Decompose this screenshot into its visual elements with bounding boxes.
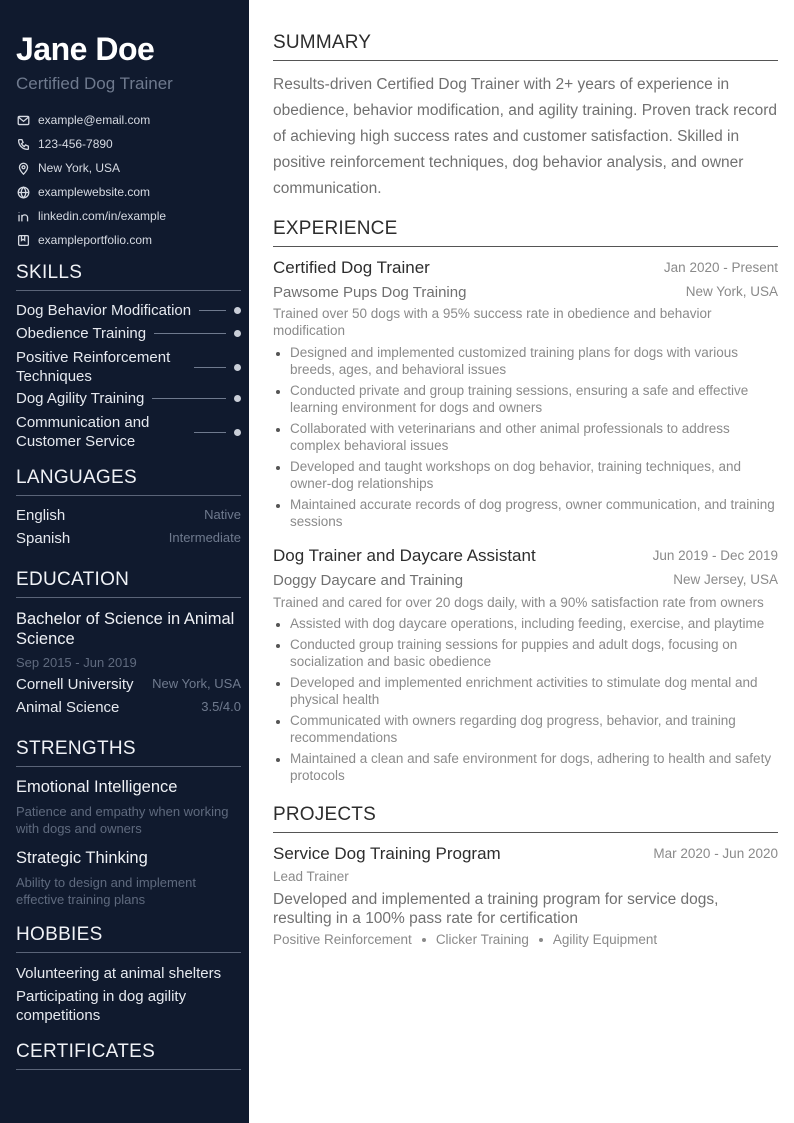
contact-email[interactable] [16, 108, 241, 132]
job-title: Certified Dog Trainer [273, 258, 430, 277]
job-bullets [273, 615, 778, 788]
job-location: New York, USA [685, 284, 778, 299]
job-summary: Trained and cared for over 20 dogs daily, with a 90% satisfaction rate from owners [273, 595, 764, 610]
job-location: New Jersey, USA [673, 572, 778, 587]
skill-item [16, 413, 241, 451]
job-bullet: Developed and implemented enrichment activities to stimulate dog mental and physical health [273, 674, 778, 708]
contact-portfolio[interactable] [16, 228, 241, 252]
contact-website[interactable] [16, 180, 241, 204]
languages-heading: LANGUAGES [16, 467, 241, 496]
sidebar [0, 0, 249, 1123]
candidate-name: Jane Doe [16, 31, 155, 67]
contact-location [16, 156, 241, 180]
language-name: Spanish [16, 530, 71, 547]
job-dates: Jun 2019 - Dec 2019 [652, 548, 778, 563]
certificates-heading: CERTIFICATES [16, 1041, 241, 1070]
skill-label: Dog Agility Training [16, 390, 145, 407]
skill-item [16, 348, 241, 386]
hobby-item: Volunteering at animal shelters [16, 965, 222, 982]
experience-heading: EXPERIENCE [273, 218, 778, 247]
portfolio-icon [16, 233, 30, 247]
skill-dot [234, 330, 241, 337]
language-item [16, 530, 241, 547]
phone-icon [16, 137, 30, 151]
summary-text: Results-driven Certified Dog Trainer with 2+ years of experience in obedience, behavior modification, and agility training. Proven track record of achieving high success rates and customer satisfaction. Skilled in positive reinforcement techniques, dog behavior analysis, and owner communication. [273, 76, 778, 197]
strength-desc: Ability to design and implement effective training plans [16, 875, 196, 907]
skill-label: Obedience Training [16, 325, 147, 342]
project-role: Lead Trainer [273, 869, 349, 884]
contact-text: example@email.com [38, 113, 151, 127]
job-company: Doggy Daycare and Training [273, 572, 464, 589]
education-field: Animal Science [16, 699, 120, 716]
job-bullet: Maintained a clean and safe environment for dogs, adhering to health and safety protocols [273, 750, 778, 784]
project-tag: Agility Equipment [552, 932, 658, 947]
projects-heading: PROJECTS [273, 804, 778, 833]
strength-title: Strategic Thinking [16, 849, 148, 867]
job-bullet: Designed and implemented customized training plans for dogs with various breeds, ages, and behavioral issues [273, 344, 778, 378]
contact-phone[interactable] [16, 132, 241, 156]
hobbies-heading: HOBBIES [16, 924, 241, 953]
globe-icon [16, 185, 30, 199]
contact-text: examplewebsite.com [38, 185, 151, 199]
project-dates: Mar 2020 - Jun 2020 [653, 846, 778, 861]
job-summary: Trained over 50 dogs with a 95% success rate in obedience and behavior modification [273, 306, 712, 338]
project-tag: Clicker Training [435, 932, 529, 947]
skill-item [16, 390, 241, 407]
summary-heading: SUMMARY [273, 32, 778, 61]
project-tags [273, 932, 657, 947]
education-field-row [16, 699, 241, 716]
contact-linkedin[interactable] [16, 204, 241, 228]
job-title: Dog Trainer and Daycare Assistant [273, 546, 536, 565]
contact-text: New York, USA [38, 161, 121, 175]
education-gpa: 3.5/4.0 [201, 699, 241, 714]
strength-desc: Patience and empathy when working with dogs and owners [16, 804, 229, 836]
contact-text: exampleportfolio.com [38, 233, 153, 247]
linkedin-icon [16, 209, 30, 223]
job-company: Pawsome Pups Dog Training [273, 284, 467, 301]
job-bullet: Conducted private and group training sessions, ensuring a safe and effective learning environment for dogs and owners [273, 382, 778, 416]
job-dates: Jan 2020 - Present [663, 260, 778, 275]
mail-icon [16, 113, 30, 127]
job-bullet: Collaborated with veterinarians and other animal professionals to address complex behavioral issues [273, 420, 778, 454]
strengths-heading: STRENGTHS [16, 738, 241, 767]
education-dates: Sep 2015 - Jun 2019 [16, 655, 137, 670]
skills-heading: SKILLS [16, 262, 241, 291]
job-bullet: Communicated with owners regarding dog progress, behavior, and training recommendations [273, 712, 778, 746]
education-location: New York, USA [152, 676, 241, 691]
language-level: Native [204, 507, 241, 522]
project-tag: Positive Reinforcement [273, 932, 412, 947]
language-name: English [16, 507, 66, 524]
education-school-row [16, 676, 241, 693]
job-bullet: Assisted with dog daycare operations, including feeding, exercise, and playtime [273, 615, 778, 632]
education-heading: EDUCATION [16, 569, 241, 598]
skill-dot [234, 364, 241, 371]
contact-list [16, 108, 241, 252]
job-bullet: Maintained accurate records of dog progress, owner communication, and training sessions [273, 496, 778, 530]
location-pin-icon [16, 161, 30, 175]
skill-label: Positive Reinforcement Techniques [16, 349, 171, 385]
candidate-role: Certified Dog Trainer [16, 74, 173, 93]
skill-item [16, 302, 241, 319]
hobby-item: Participating in dog agility competitions [16, 988, 187, 1024]
skill-item [16, 325, 241, 342]
contact-text: 123-456-7890 [38, 137, 113, 151]
job-bullet: Developed and taught workshops on dog behavior, training techniques, and owner-dog relationships [273, 458, 778, 492]
project-title: Service Dog Training Program [273, 844, 501, 863]
skill-label: Dog Behavior Modification [16, 302, 192, 319]
job-bullet: Conducted group training sessions for puppies and adult dogs, focusing on socialization and basic obedience [273, 636, 778, 670]
education-school: Cornell University [16, 676, 134, 693]
skill-dot [234, 429, 241, 436]
language-level: Intermediate [168, 530, 241, 545]
education-degree: Bachelor of Science in Animal Science [16, 610, 235, 648]
contact-text: linkedin.com/in/example [38, 209, 167, 223]
skill-dot [234, 307, 241, 314]
job-bullets [273, 344, 778, 534]
strength-title: Emotional Intelligence [16, 778, 178, 796]
skill-dot [234, 395, 241, 402]
language-item [16, 507, 241, 524]
skill-label: Communication and Customer Service [16, 414, 150, 450]
project-description: Developed and implemented a training program for service dogs, resulting in a 100% pass rate for certification [273, 891, 719, 927]
